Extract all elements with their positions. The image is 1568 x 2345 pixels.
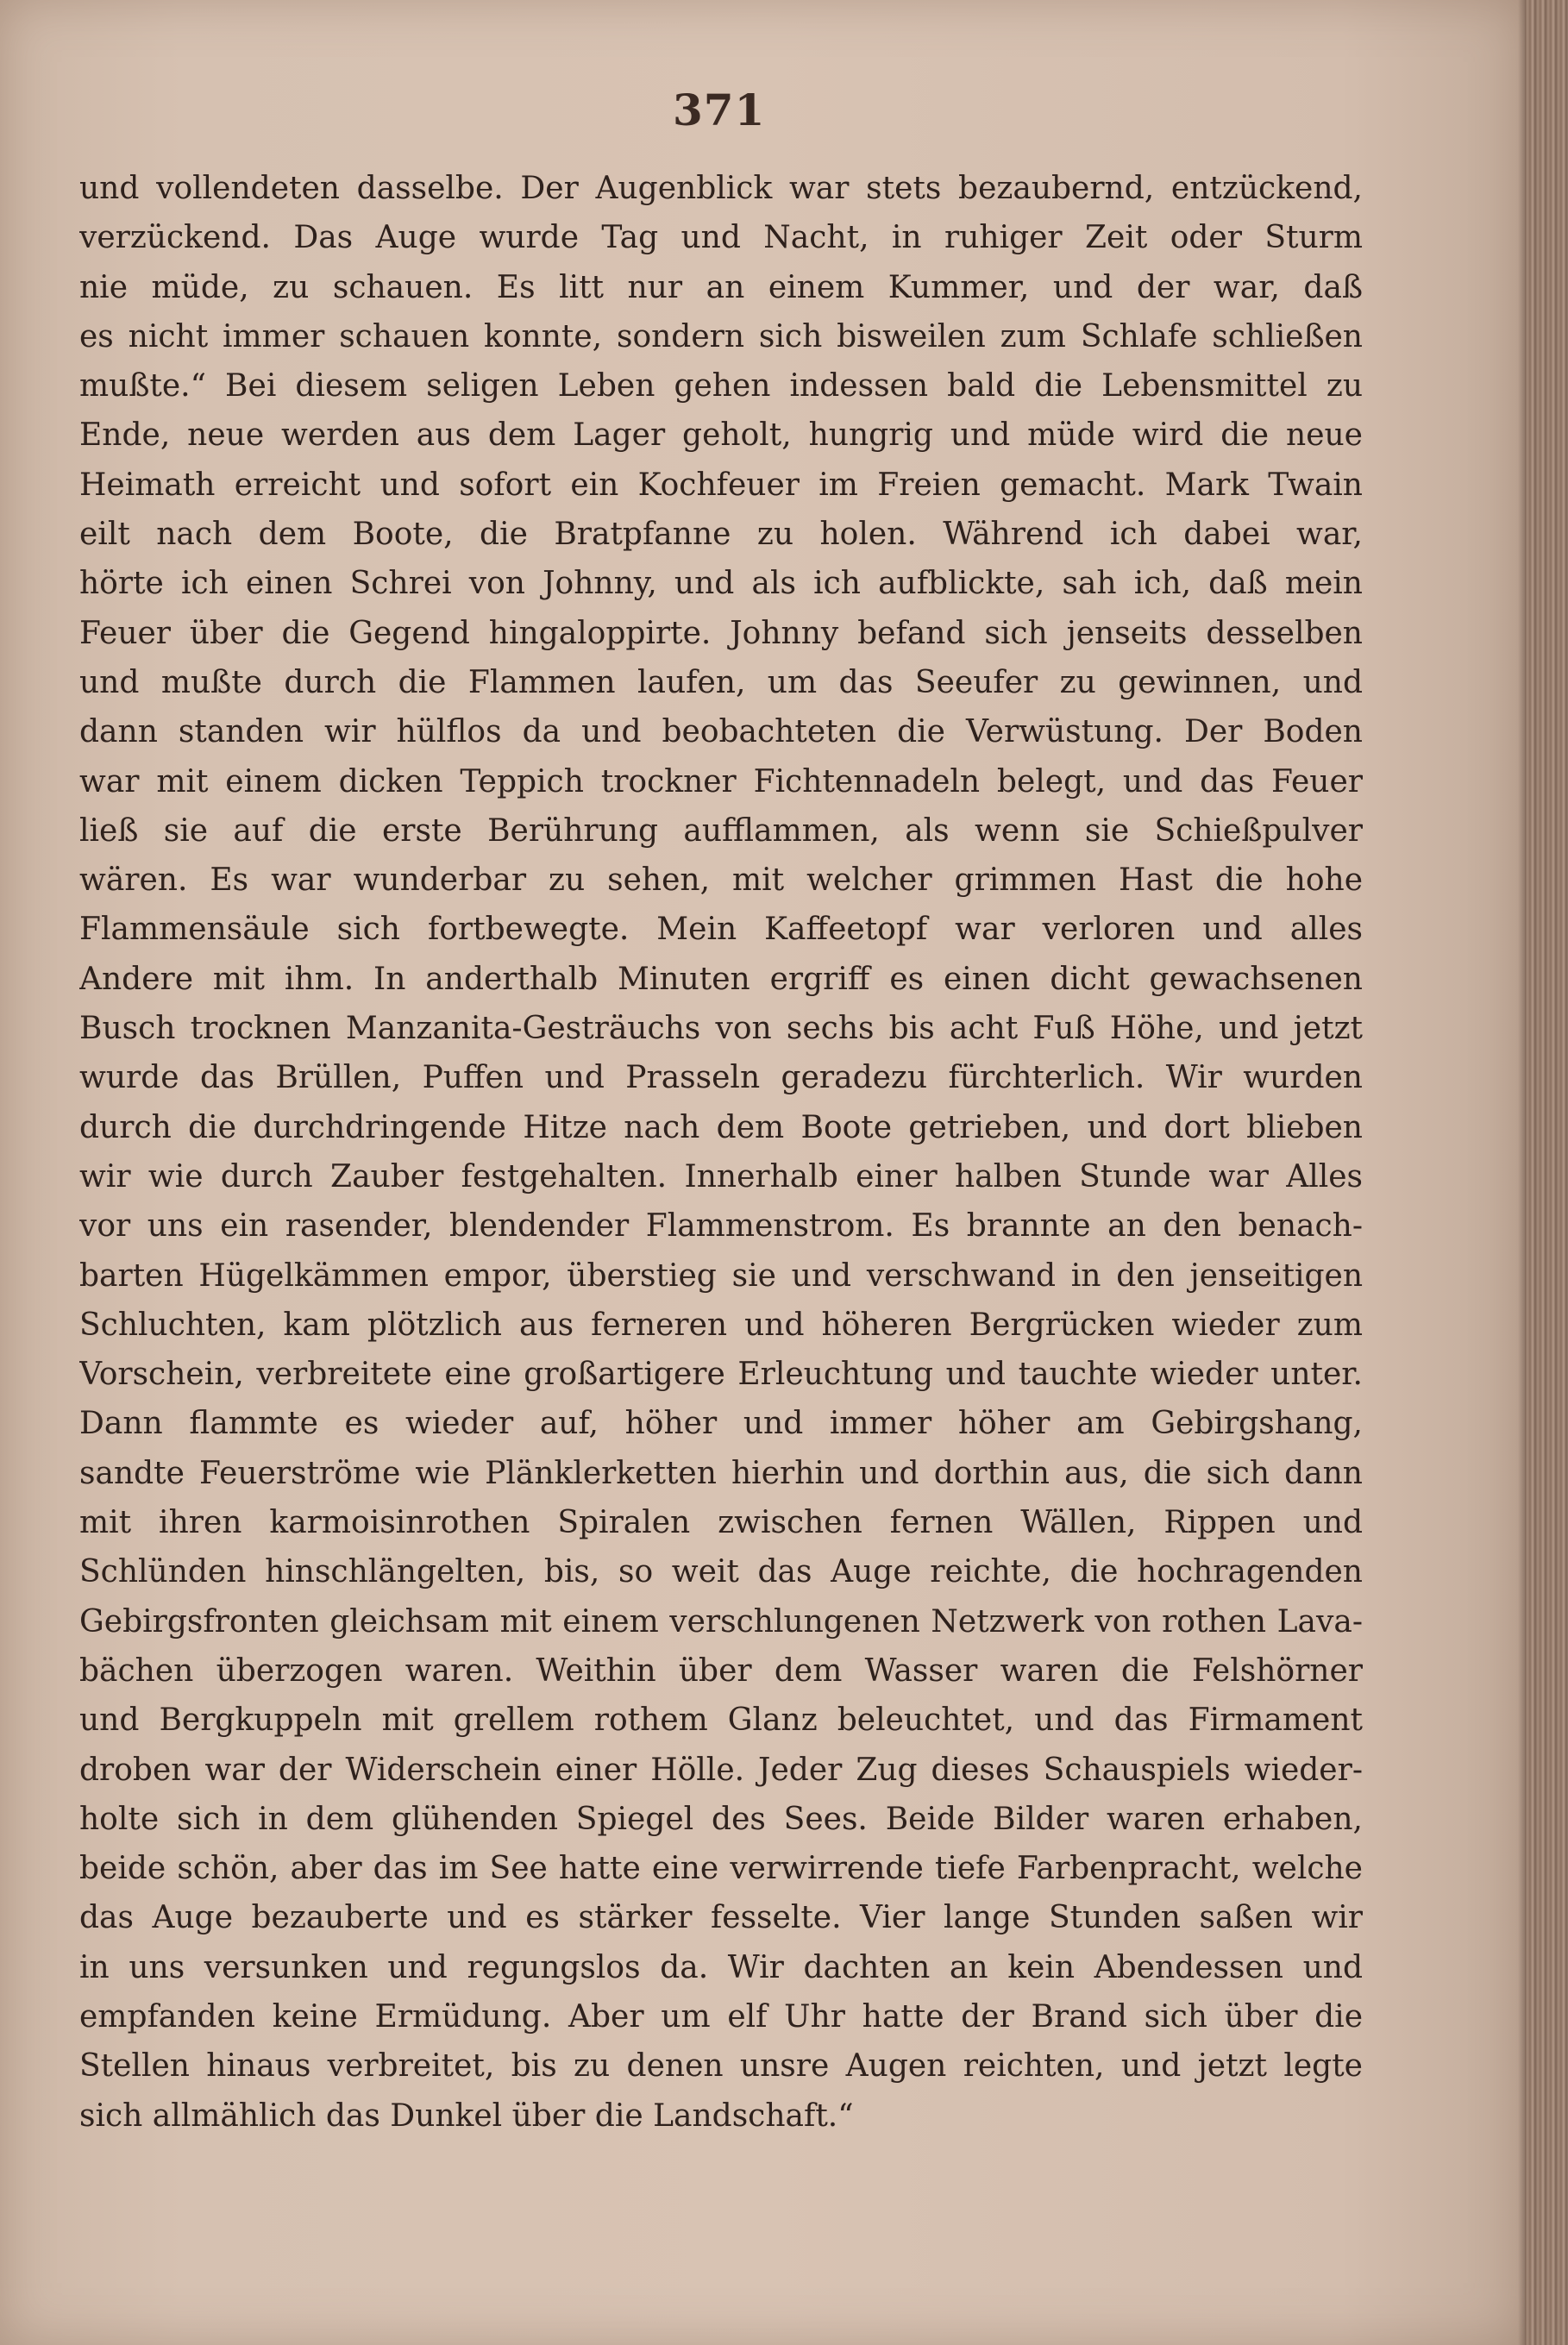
text-line: barten Hügelkämmen empor, überstieg sie und verschwand in den jenseitigen	[79, 1257, 1363, 1294]
text-line: Schluchten, kam plötzlich aus ferneren und höheren Bergrücken wieder zum	[79, 1307, 1363, 1343]
text-line: Flammensäule sich fortbewegte. Mein Kaffeetopf war verloren und alles	[79, 912, 1363, 948]
text-line: nie müde, zu schauen. Es litt nur an einem Kummer, und der war, daß	[79, 269, 1363, 305]
text-line: sich allmählich das Dunkel über die Landschaft.“	[79, 2097, 854, 2134]
text-line: und mußte durch die Flammen laufen, um das Seeufer zu gewinnen, und	[79, 664, 1363, 700]
text-line: bächen überzogen waren. Weithin über dem Wasser waren die Felshörner	[79, 1652, 1363, 1689]
text-line: Heimath erreicht und sofort ein Kochfeuer im Freien gemacht. Mark Twain	[79, 467, 1363, 503]
text-line: es nicht immer schauen konnte, sondern sich bisweilen zum Schlafe schließen	[79, 318, 1363, 354]
text-line: hörte ich einen Schrei von Johnny, und als ich aufblickte, sah ich, daß mein	[79, 566, 1363, 602]
text-line: mußte.“ Bei diesem seligen Leben gehen indessen bald die Lebensmittel zu	[79, 368, 1363, 404]
text-line: wir wie durch Zauber festgehalten. Innerhalb einer halben Stunde war Alles	[79, 1158, 1363, 1194]
text-line: war mit einem dicken Teppich trockner Fichtennadeln belegt, und das Feuer	[79, 763, 1363, 799]
text-line: verzückend. Das Auge wurde Tag und Nacht, in ruhiger Zeit oder Sturm	[79, 220, 1363, 256]
text-line: ließ sie auf die erste Berührung aufflammen, als wenn sie Schießpulver	[79, 812, 1363, 849]
text-line: in uns versunken und regungslos da. Wir dachten an kein Abendessen und	[79, 1949, 1363, 1985]
text-line: Gebirgsfronten gleichsam mit einem verschlungenen Netzwerk von rothen Lava-	[79, 1603, 1363, 1640]
text-line: und vollendeten dasselbe. Der Augenblick war stets bezaubernd, entzückend,	[79, 171, 1363, 206]
text-line: dann standen wir hülflos da und beobachteten die Verwüstung. Der Boden	[79, 714, 1363, 750]
page-stack-edge	[1525, 0, 1568, 2345]
text-line: und Bergkuppeln mit grellem rothem Glanz beleuchtet, und das Firmament	[79, 1702, 1363, 1739]
text-line: droben war der Widerschein einer Hölle. Jeder Zug dieses Schauspiels wieder-	[79, 1752, 1363, 1788]
page-number: 371	[673, 85, 766, 135]
text-line: durch die durchdringende Hitze nach dem Boote getrieben, und dort blieben	[79, 1109, 1363, 1145]
text-line: wurde das Brüllen, Puffen und Prasseln geradezu fürchterlich. Wir wurden	[79, 1060, 1363, 1096]
text-line: mit ihren karmoisinrothen Spiralen zwischen fernen Wällen, Rippen und	[79, 1505, 1363, 1541]
text-line: empfanden keine Ermüdung. Aber um elf Uhr hatte der Brand sich über die	[79, 1998, 1363, 2035]
text-line: Ende, neue werden aus dem Lager geholt, hungrig und müde wird die neue	[79, 417, 1363, 454]
text-line: Busch trocknen Manzanita-Gesträuchs von sechs bis acht Fuß Höhe, und jetzt	[79, 1011, 1363, 1047]
text-line: Stellen hinaus verbreitet, bis zu denen unsre Augen reichten, und jetzt legte	[79, 2048, 1363, 2085]
text-line: Andere mit ihm. In anderthalb Minuten ergriff es einen dicht gewachsenen	[79, 961, 1363, 997]
text-line: sandte Feuerströme wie Plänklerketten hierhin und dorthin aus, die sich dann	[79, 1455, 1363, 1491]
text-line: das Auge bezauberte und es stärker fesselte. Vier lange Stunden saßen wir	[79, 1900, 1363, 1936]
text-line: Feuer über die Gegend hingaloppirte. Johnny befand sich jenseits desselben	[79, 615, 1363, 651]
text-line: Schlünden hinschlängelten, bis, so weit das Auge reichte, die hochragenden	[79, 1554, 1363, 1590]
text-line: Vorschein, verbreitete eine großartigere Erleuchtung und tauchte wieder unter.	[79, 1357, 1363, 1393]
body-text	[79, 164, 1363, 2141]
text-line: Dann flammte es wieder auf, höher und immer höher am Gebirgshang,	[79, 1406, 1363, 1442]
text-line: holte sich in dem glühenden Spiegel des Sees. Beide Bilder waren erhaben,	[79, 1801, 1363, 1837]
text-line: eilt nach dem Boote, die Bratpfanne zu holen. Während ich dabei war,	[79, 517, 1363, 553]
text-line: wären. Es war wunderbar zu sehen, mit welcher grimmen Hast die hohe	[79, 862, 1363, 899]
text-line: beide schön, aber das im See hatte eine verwirrende tiefe Farbenpracht, welche	[79, 1851, 1363, 1887]
text-line: vor uns ein rasender, blendender Flammenstrom. Es brannte an den benach-	[79, 1208, 1363, 1245]
